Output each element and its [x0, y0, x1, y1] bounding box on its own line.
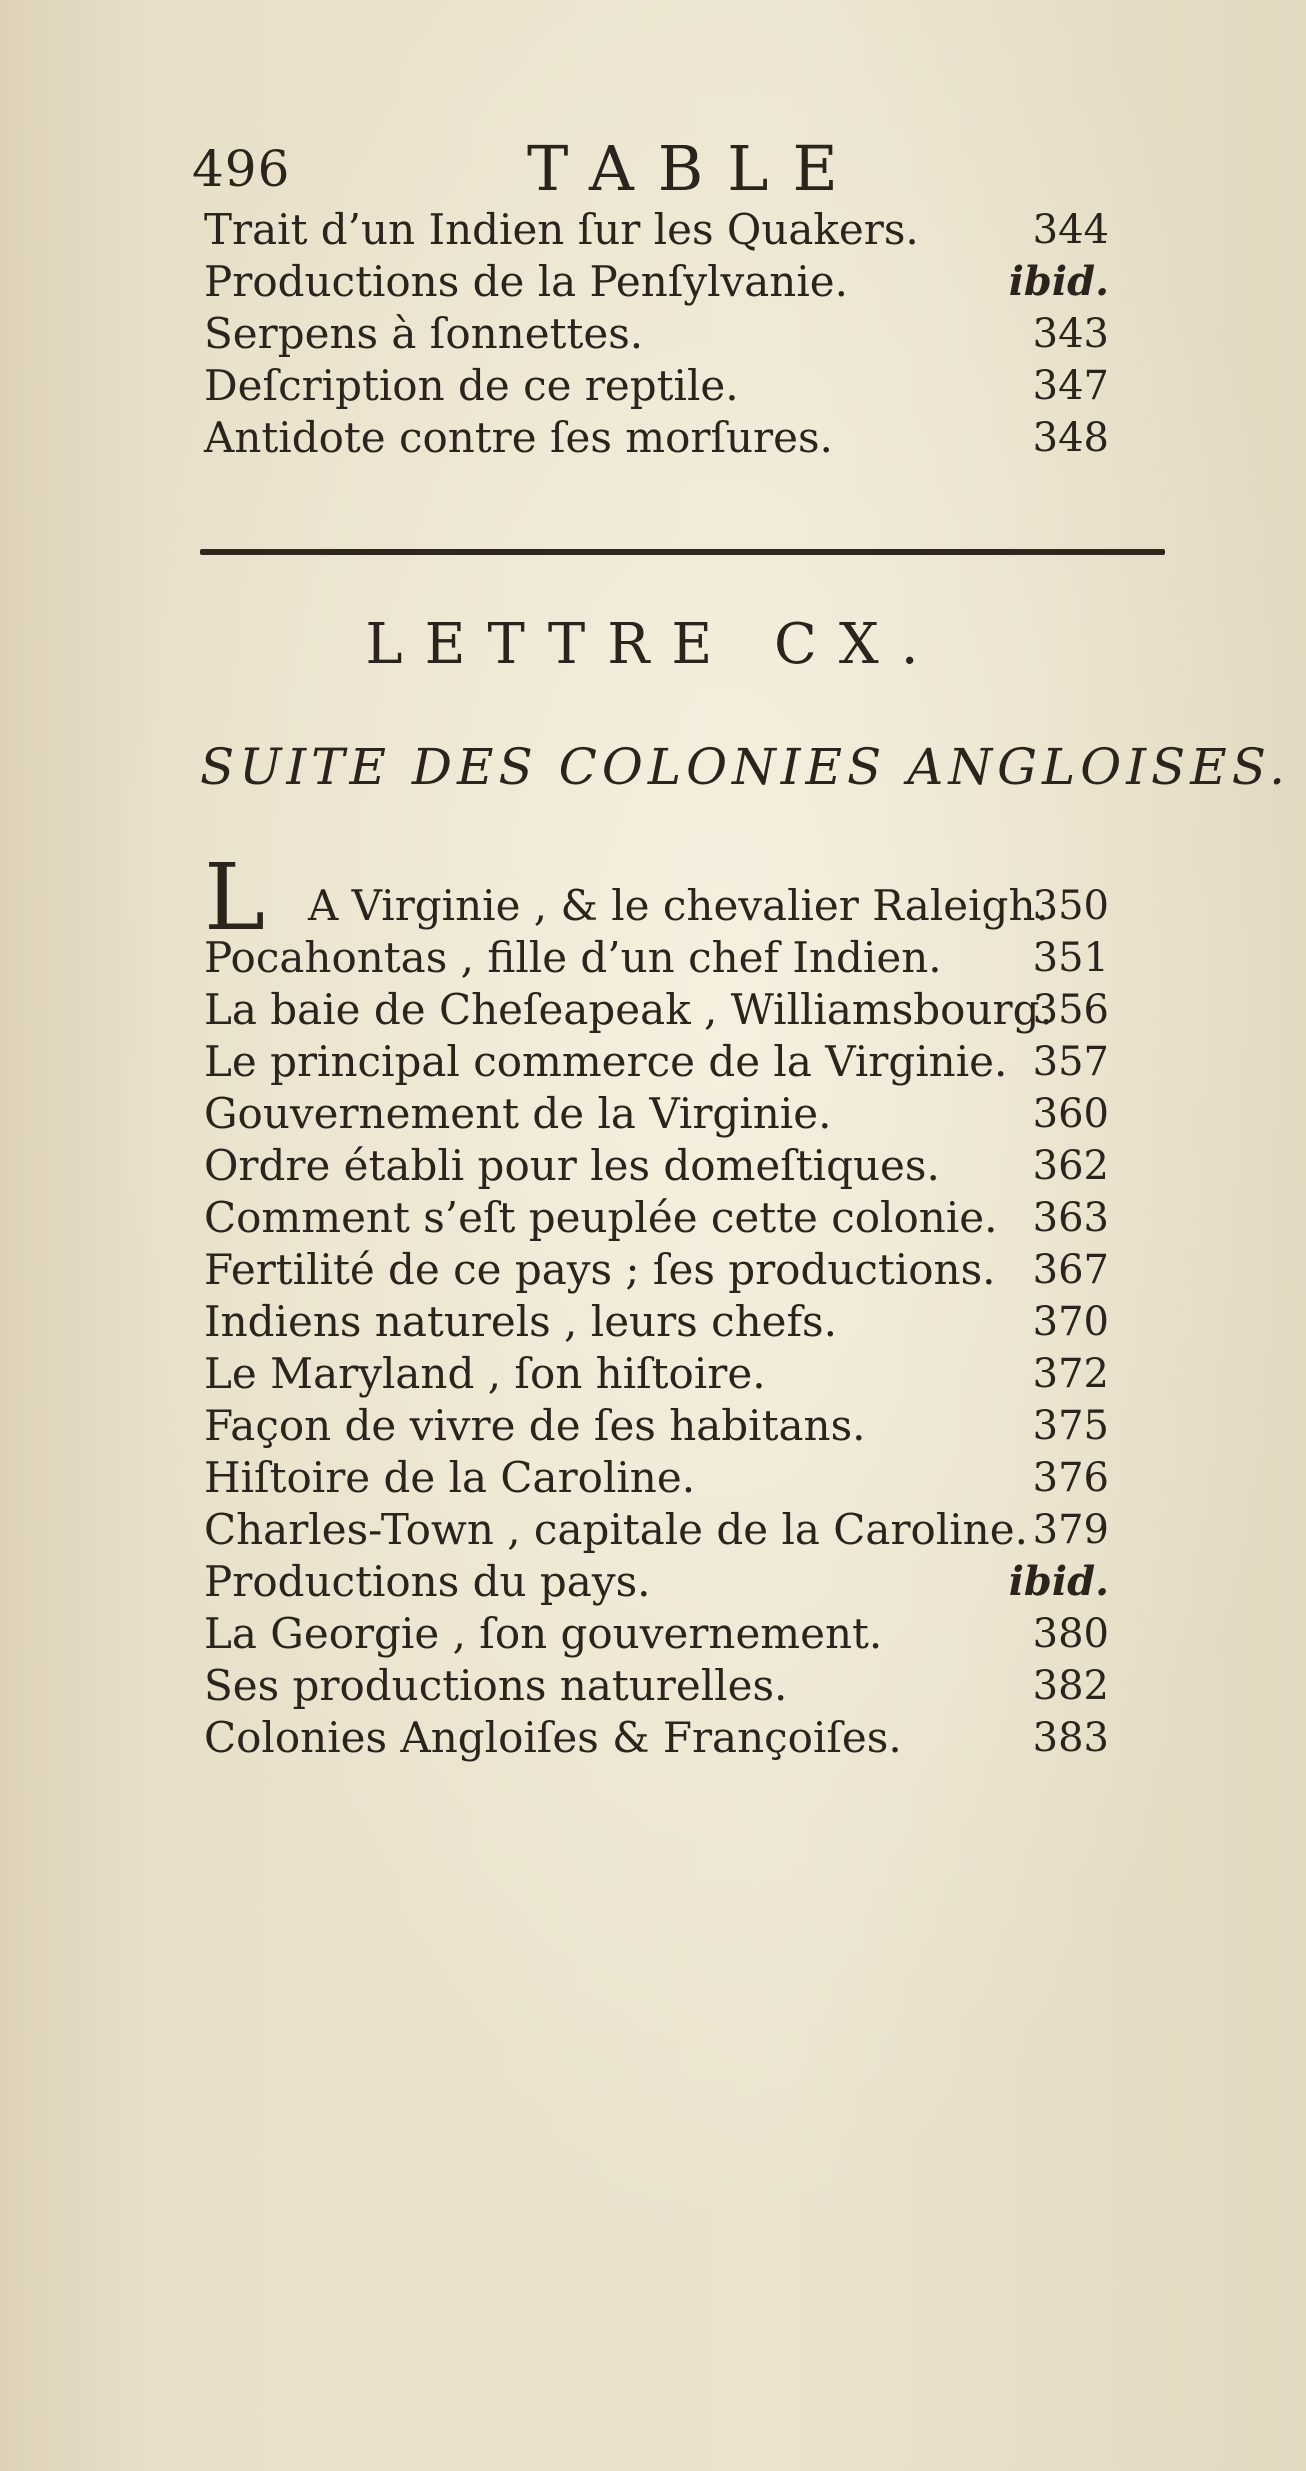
- toc-entry: [204, 984, 1109, 1036]
- entry-page: 372: [1032, 1351, 1109, 1397]
- toc-entry: [204, 1140, 1109, 1192]
- entry-text: Trait d’un Indien ſur les Quakers.: [204, 205, 919, 254]
- entry-page: 367: [1032, 1247, 1109, 1293]
- toc-entry: [204, 1400, 1109, 1452]
- entry-text: Fertilité de ce pays ; ſes productions.: [204, 1245, 996, 1294]
- entry-text: Gouvernement de la Virginie.: [204, 1089, 832, 1138]
- toc-entry: [204, 844, 1109, 951]
- entry-text: La Georgie , ſon gouvernement.: [204, 1609, 883, 1658]
- entry-text: A Virginie , & le chevalier Raleigh.: [308, 881, 1049, 930]
- toc-entry: [204, 1660, 1109, 1712]
- entry-text: Le principal commerce de la Virginie.: [204, 1037, 1008, 1086]
- entry-text: Ordre établi pour les domeſtiques.: [204, 1141, 940, 1190]
- toc-entry: [204, 308, 1109, 360]
- entry-text: Serpens à ſonnettes.: [204, 309, 644, 358]
- toc-entry: [204, 256, 1109, 308]
- letter-heading: LETTRE CX.: [365, 612, 941, 677]
- toc-entry: [204, 1556, 1109, 1608]
- toc-entry: [204, 1712, 1109, 1764]
- page-header: [182, 132, 1182, 205]
- entry-page: 357: [1032, 1039, 1109, 1085]
- toc-entry: [204, 360, 1109, 412]
- entry-text: Charles-Town , capitale de la Caroline.: [204, 1505, 1028, 1554]
- entry-page: 350: [1032, 883, 1109, 929]
- entry-page: 344: [1032, 207, 1109, 253]
- entry-text: Le Maryland , ſon hiſtoire.: [204, 1349, 766, 1398]
- entry-page: 383: [1032, 1715, 1109, 1761]
- toc-entry: [204, 1244, 1109, 1296]
- toc-entry: [204, 1036, 1109, 1088]
- entry-text: Deſcription de ce reptile.: [204, 361, 739, 410]
- entry-text: Comment s’eſt peuplée cette colonie.: [204, 1193, 998, 1242]
- entry-page: 380: [1032, 1611, 1109, 1657]
- entry-text: Antidote contre ſes morſures.: [204, 413, 833, 462]
- toc-entry: [204, 1296, 1109, 1348]
- entry-text: Productions de la Penſylvanie.: [204, 257, 848, 306]
- toc-entry: [204, 1608, 1109, 1660]
- entry-text: Hiſtoire de la Caroline.: [204, 1453, 696, 1502]
- entry-page: 370: [1032, 1299, 1109, 1345]
- entry-page: ibid.: [1008, 258, 1109, 305]
- toc-continued-list: [204, 204, 1109, 464]
- entry-page: ibid.: [1008, 1558, 1109, 1605]
- toc-entry: [204, 1348, 1109, 1400]
- entry-page: 363: [1032, 1195, 1109, 1241]
- entry-page: 376: [1032, 1455, 1109, 1501]
- entry-page: 379: [1032, 1507, 1109, 1553]
- entry-text: Indiens naturels , leurs chefs.: [204, 1297, 837, 1346]
- toc-entry: [204, 1192, 1109, 1244]
- entry-text: Ses productions naturelles.: [204, 1661, 788, 1710]
- entry-page: 362: [1032, 1143, 1109, 1189]
- section-divider-rule: [200, 549, 1165, 555]
- drop-initial: L: [204, 844, 266, 951]
- entry-page: 382: [1032, 1663, 1109, 1709]
- page-number: 496: [192, 140, 291, 198]
- entry-text: Façon de vivre de ſes habitans.: [204, 1401, 866, 1450]
- toc-entry: [204, 1088, 1109, 1140]
- toc-entry: [204, 1452, 1109, 1504]
- entry-text: Colonies Angloiſes & Françoiſes.: [204, 1713, 902, 1762]
- toc-entry: [204, 204, 1109, 256]
- entry-page: 348: [1032, 415, 1109, 461]
- entry-page: 343: [1032, 311, 1109, 357]
- entry-text: Pocahontas , fille d’un chef Indien.: [204, 933, 942, 982]
- toc-letter-list: [204, 844, 1109, 1764]
- section-title: SUITE DES COLONIES ANGLOISES.: [200, 738, 1291, 796]
- entry-page: 347: [1032, 363, 1109, 409]
- entry-text: La baie de Cheſeapeak , Williamsbourg.: [204, 985, 1053, 1034]
- entry-page: 356: [1032, 987, 1109, 1033]
- toc-entry: [204, 1504, 1109, 1556]
- entry-page: 360: [1032, 1091, 1109, 1137]
- toc-entry: [204, 412, 1109, 464]
- entry-page: 351: [1032, 935, 1109, 981]
- entry-page: 375: [1032, 1403, 1109, 1449]
- entry-text: Productions du pays.: [204, 1557, 651, 1606]
- toc-entry: [204, 932, 1109, 984]
- running-title: TABLE: [527, 132, 862, 205]
